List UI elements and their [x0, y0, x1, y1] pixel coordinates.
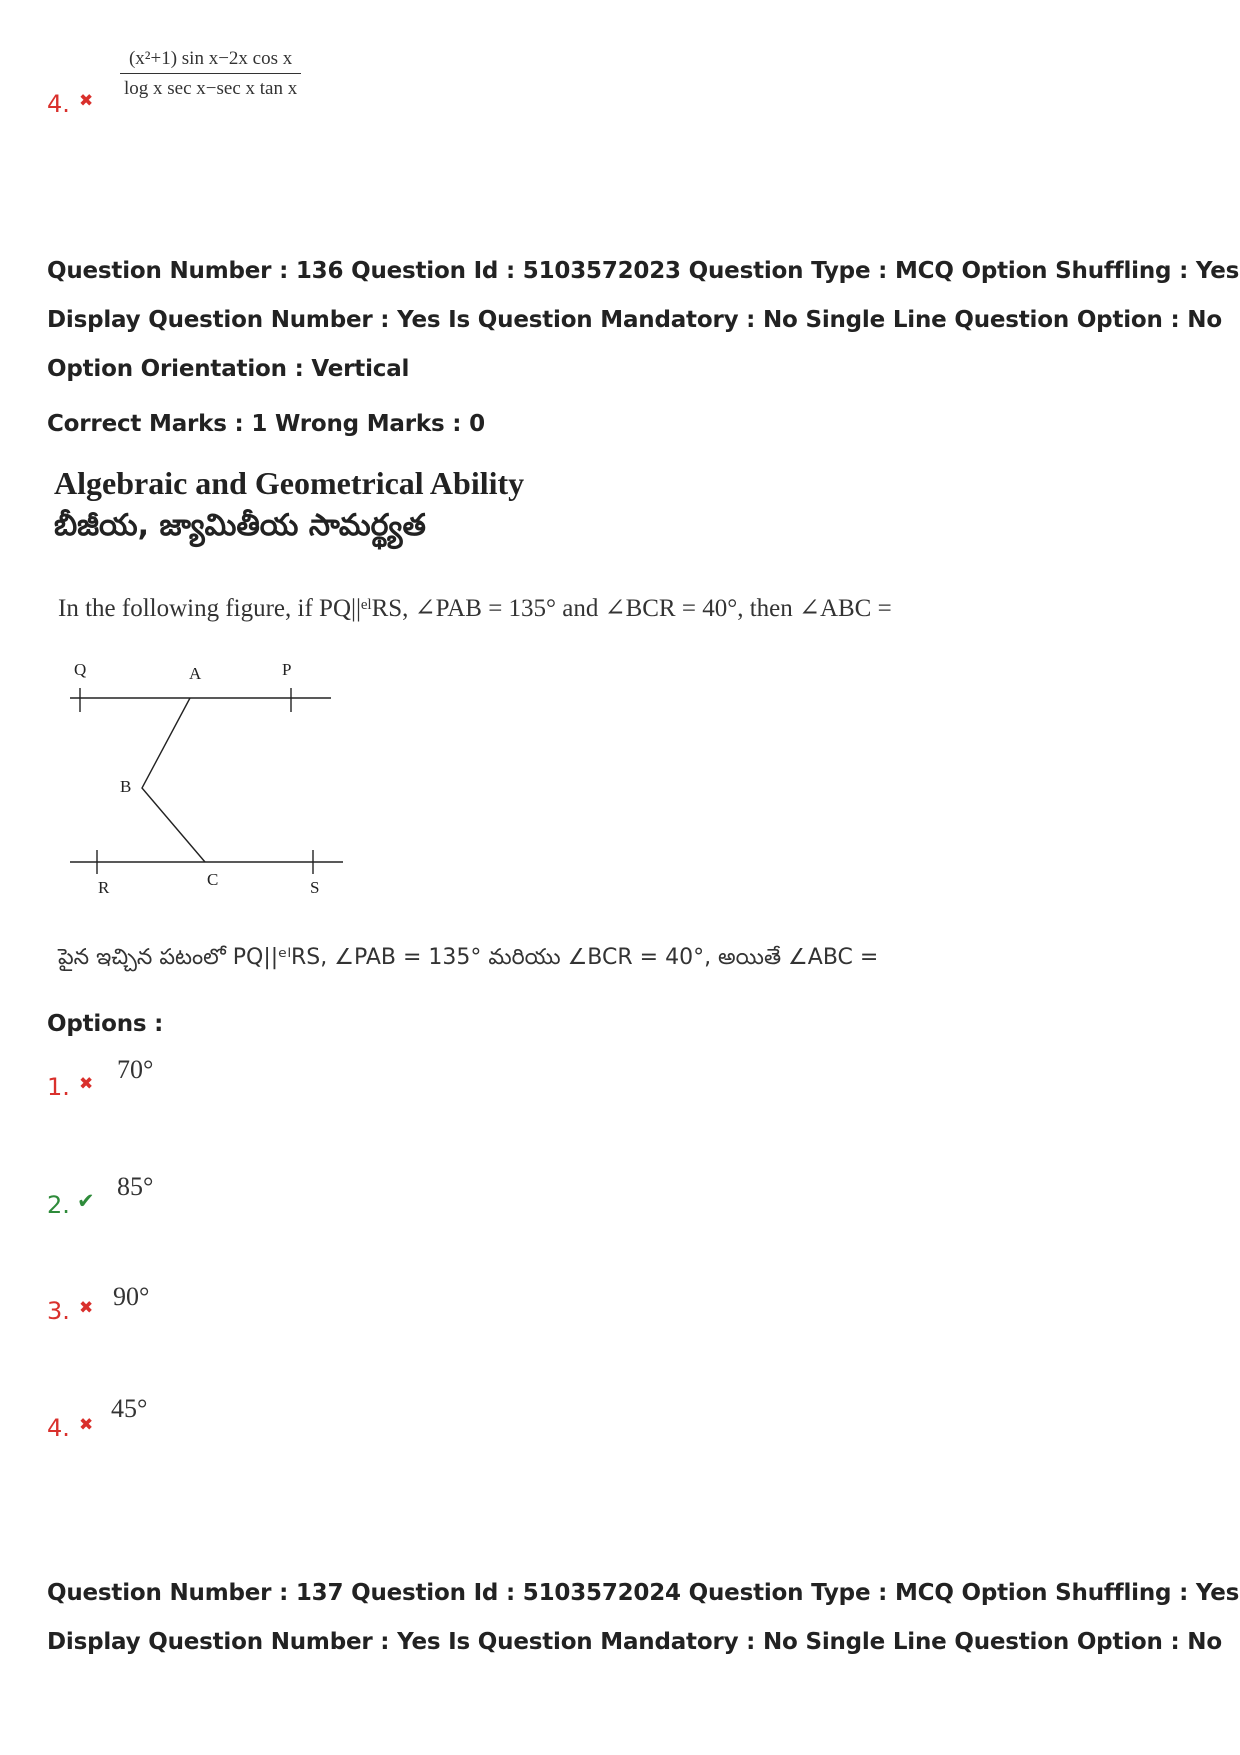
- fraction-denominator: log x sec x−sec x tan x: [124, 78, 298, 99]
- label-p: P: [282, 660, 292, 679]
- label-c: C: [207, 870, 219, 889]
- check-mark-icon: ✔: [77, 1189, 95, 1213]
- option-4-value: 45°: [111, 1394, 148, 1423]
- prev-option-fraction: [120, 48, 301, 100]
- prev-option-number: 4.: [47, 90, 70, 118]
- question-137-meta-line1: Question Number : 137 Question Id : 5103572024 Question Type : MCQ Option Shuffling : Yes: [47, 1580, 1240, 1606]
- question-137-meta-line2: Display Question Number : Yes Is Question Mandatory : No Single Line Question Option : No: [47, 1629, 1222, 1655]
- cross-mark-icon: ✖: [79, 91, 94, 111]
- cross-mark-icon: ✖: [79, 1074, 94, 1094]
- question-136-meta-line1: Question Number : 136 Question Id : 5103572023 Question Type : MCQ Option Shuffling : Yes: [47, 258, 1240, 284]
- label-r: R: [98, 878, 110, 897]
- label-b: B: [120, 777, 132, 796]
- section-heading-english: Algebraic and Geometrical Ability: [54, 465, 525, 501]
- option-1-number: 1.: [47, 1073, 70, 1101]
- section-heading-telugu: బీజీయ, జ్యామితీయ సామర్థ్యత: [54, 508, 426, 543]
- cross-mark-icon: ✖: [79, 1415, 94, 1435]
- option-2-value: 85°: [117, 1172, 154, 1201]
- fraction-numerator: (x²+1) sin x−2x cos x: [120, 48, 301, 74]
- label-a: A: [189, 664, 202, 683]
- option-3-value: 90°: [113, 1282, 150, 1311]
- option-1-value: 70°: [117, 1055, 154, 1084]
- options-label: Options :: [47, 1011, 164, 1037]
- option-2-number: 2.: [47, 1191, 70, 1219]
- path-abc: [142, 698, 205, 862]
- option-4-number: 4.: [47, 1414, 70, 1442]
- question-text-english: In the following figure, if PQ||ᵉˡRS, ∠PAB = 135° and ∠BCR = 40°, then ∠ABC =: [58, 595, 892, 622]
- question-text-telugu: పైన ఇచ్చిన పటంలో PQ||ᵉˡRS, ∠PAB = 135° మరియు ∠BCR = 40°, అయితే ∠ABC =: [58, 945, 879, 970]
- geometry-figure: [60, 655, 360, 910]
- option-3-number: 3.: [47, 1297, 70, 1325]
- question-136-meta-line2: Display Question Number : Yes Is Question Mandatory : No Single Line Question Option : No: [47, 307, 1222, 333]
- label-q: Q: [74, 660, 87, 679]
- label-s: S: [310, 878, 320, 897]
- question-136-marks: Correct Marks : 1 Wrong Marks : 0: [47, 411, 485, 437]
- cross-mark-icon: ✖: [79, 1298, 94, 1318]
- question-136-meta-line3: Option Orientation : Vertical: [47, 356, 410, 382]
